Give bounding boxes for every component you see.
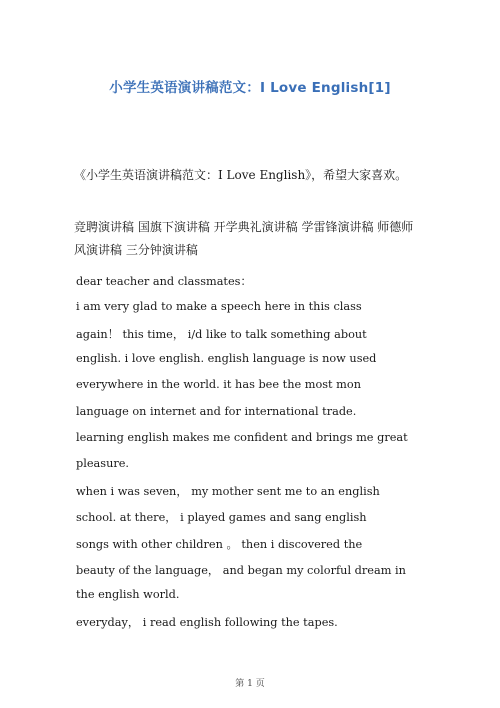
body-line: school. at there， i played games and sang english bbox=[76, 511, 367, 524]
body-line: dear teacher and classmates： bbox=[76, 275, 252, 288]
page-number-footer: 第 1 页 bbox=[235, 679, 265, 689]
document-title: 小学生英语演讲稿范文：I Love English[1] bbox=[109, 80, 391, 96]
body-line: english. i love english. english language is now used bbox=[76, 352, 377, 365]
body-line: learning english makes me confident and brings me great bbox=[76, 431, 408, 444]
body-line: the english world. bbox=[76, 588, 180, 601]
body-line: when i was seven， my mother sent me to an english bbox=[76, 485, 380, 498]
related-links: 竞聘演讲稿 国旗下演讲稿 开学典礼演讲稿 学雷锋演讲稿 师德师风演讲稿 三分钟演讲稿 bbox=[74, 220, 414, 257]
body-line: everyday， i read english following the tapes. bbox=[76, 616, 338, 629]
intro-paragraph: 《小学生英语演讲稿范文：I Love English》，希望大家喜欢。 bbox=[74, 168, 408, 182]
body-line: everywhere in the world. it has bee the most mon bbox=[76, 378, 361, 391]
body-line: beauty of the language， and began my colorful dream in bbox=[76, 564, 406, 577]
body-line: songs with other children 。 then i discovered the bbox=[76, 538, 363, 551]
body-line: pleasure. bbox=[76, 457, 130, 470]
body-line: again！ this time， i/d like to talk something about bbox=[76, 328, 367, 341]
body-line: i am very glad to make a speech here in this class bbox=[76, 300, 362, 313]
body-line: language on internet and for international trade. bbox=[76, 405, 357, 418]
